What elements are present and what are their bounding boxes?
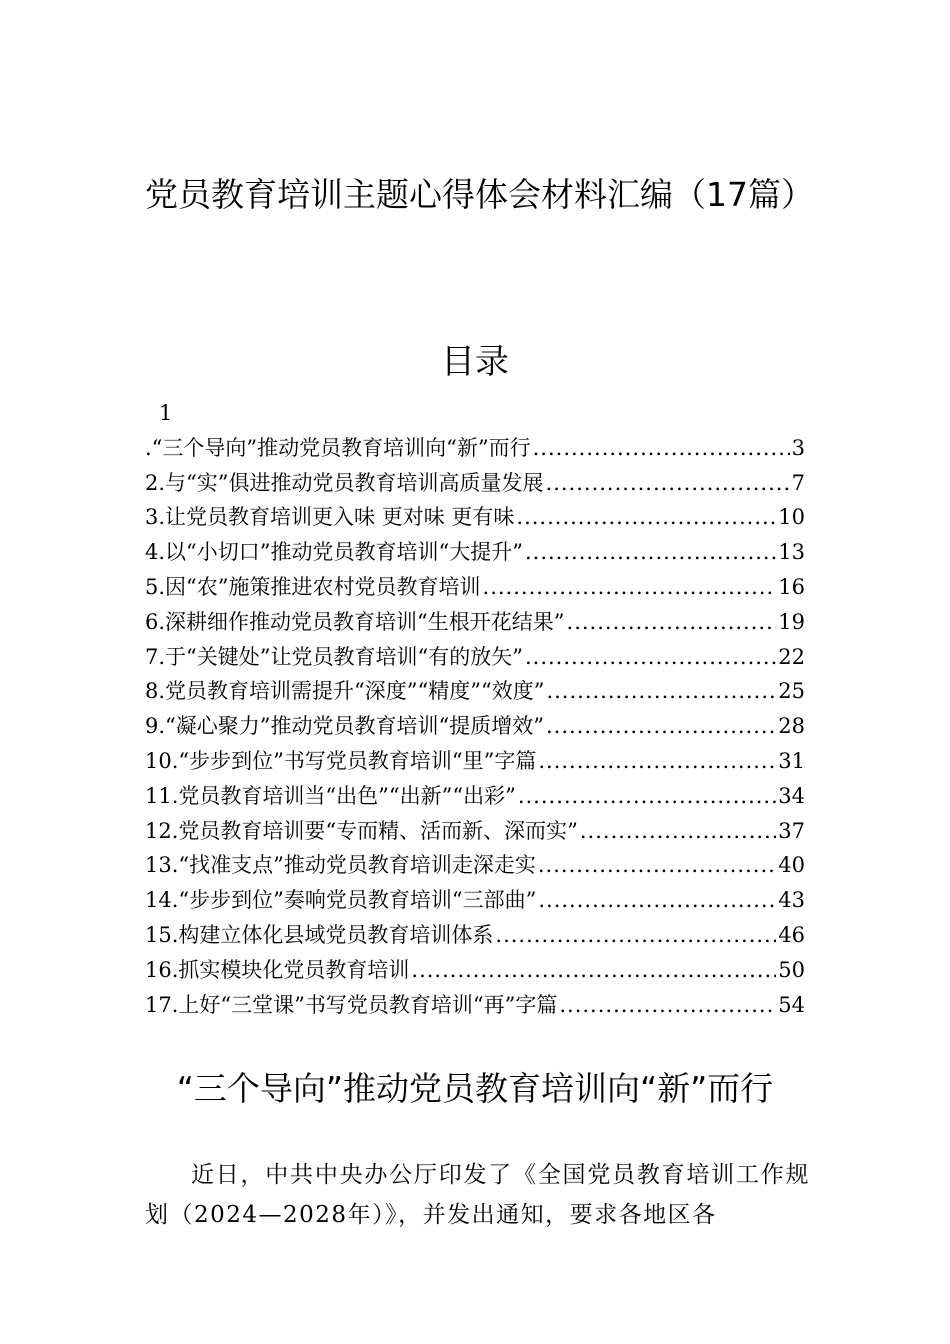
toc-entry-title: 7.于“关键处”让党员教育培训“有的放矢” [145, 644, 523, 669]
toc-entry[interactable] [145, 848, 805, 883]
toc-entry-title: 5.因“农”施策推进农村党员教育培训 [145, 574, 481, 599]
toc-dot-leader [538, 744, 776, 779]
toc-entry-title: 11.党员教育培训当“出色”“出新”“出彩” [145, 783, 516, 808]
toc-dot-leader [538, 883, 776, 918]
toc-dot-leader [546, 466, 790, 501]
toc-entry[interactable] [145, 431, 805, 466]
toc-entry-title: 4.以“小切口”推动党员教育培训“大提升” [145, 540, 523, 565]
toc-dot-leader [546, 674, 776, 709]
toc-dot-leader [546, 709, 776, 744]
toc-entry-title: 17.上好“三堂课”书写党员教育培训“再”字篇 [145, 992, 558, 1017]
toc-dot-leader [567, 605, 777, 640]
toc-dot-leader [483, 570, 777, 605]
toc-entry-page: 34 [778, 783, 805, 808]
toc-entry[interactable] [145, 918, 805, 953]
section-title: “三个导向”推动党员教育培训向“新”而行 [176, 1069, 774, 1108]
toc-entry-page: 37 [778, 818, 805, 843]
toc-entry[interactable] [145, 570, 805, 605]
toc-dot-leader [533, 431, 790, 466]
toc-entry-title: 2.与“实”俱进推动党员教育培训高质量发展 [145, 470, 544, 495]
toc-entry[interactable] [145, 814, 805, 849]
table-of-contents [145, 396, 805, 1022]
toc-entry[interactable] [145, 744, 805, 779]
toc-entry[interactable] [145, 709, 805, 744]
toc-entry-page: 16 [778, 574, 805, 599]
toc-entry-page: 3 [791, 435, 805, 460]
toc-entry-title: 3.让党员教育培训更入味 更对味 更有味 [145, 505, 515, 530]
toc-entry-title: 13.“找准支点”推动党员教育培训走深走实 [145, 853, 536, 878]
toc-entry-title: 8.党员教育培训需提升“深度”“精度”“效度” [145, 679, 545, 704]
toc-entry[interactable] [145, 953, 805, 988]
toc-entry[interactable] [145, 500, 805, 535]
toc-dot-leader [495, 918, 776, 953]
toc-entry-title: 10.“步步到位”书写党员教育培训“里”字篇 [145, 748, 537, 773]
toc-entry-title: 12.党员教育培训要“专而精、活而新、深而实” [145, 818, 578, 843]
toc-heading: 目录 [441, 342, 509, 382]
toc-entry-page: 7 [791, 470, 805, 495]
toc-entry[interactable] [145, 466, 805, 501]
toc-dot-leader [525, 640, 776, 675]
toc-entry-page: 46 [778, 922, 805, 947]
toc-entry-page: 31 [778, 748, 805, 773]
toc-entry-title: 15.构建立体化县域党员教育培训体系 [145, 922, 494, 947]
toc-entry[interactable] [145, 988, 805, 1023]
toc-entry-page: 13 [778, 540, 805, 565]
toc-entry[interactable] [145, 674, 805, 709]
toc-entry-page: 50 [778, 957, 805, 982]
toc-dot-leader [559, 988, 776, 1023]
toc-entry-title: 9.“凝心聚力”推动党员教育培训“提质增效” [145, 714, 544, 739]
toc-entry-page: 28 [778, 714, 805, 739]
document-title: 党员教育培训主题心得体会材料汇编（17篇） [145, 175, 814, 214]
toc-dot-leader [518, 779, 776, 814]
toc-entry-page: 10 [778, 505, 805, 530]
toc-entry-title: .“三个导向”推动党员教育培训向“新”而行 [145, 435, 531, 460]
toc-entry-page: 19 [778, 609, 805, 634]
toc-dot-leader [411, 953, 776, 988]
toc-dot-leader [516, 500, 776, 535]
toc-entry-page: 22 [778, 644, 805, 669]
toc-dot-leader [538, 848, 776, 883]
toc-entry-title: 16.抓实模块化党员教育培训 [145, 957, 410, 982]
toc-entry[interactable] [145, 883, 805, 918]
toc-entry[interactable] [145, 605, 805, 640]
toc-entry[interactable] [145, 640, 805, 675]
toc-first-number: 1 [159, 401, 173, 425]
toc-entry-page: 54 [778, 992, 805, 1017]
toc-entry-page: 40 [778, 853, 805, 878]
toc-dot-leader [525, 535, 776, 570]
body-paragraph: 近日，中共中央办公厅印发了《全国党员教育培训工作规划（2024—2028年）》，并发出通知，要求各地区各 [145, 1162, 810, 1228]
toc-entry-page: 25 [778, 679, 805, 704]
toc-dot-leader [580, 814, 776, 849]
toc-entry[interactable] [145, 779, 805, 814]
toc-entry[interactable] [145, 535, 805, 570]
toc-entry-title: 14.“步步到位”奏响党员教育培训“三部曲” [145, 888, 537, 913]
toc-entry-title: 6.深耕细作推动党员教育培训“生根开花结果” [145, 609, 565, 634]
toc-entry-page: 43 [778, 888, 805, 913]
